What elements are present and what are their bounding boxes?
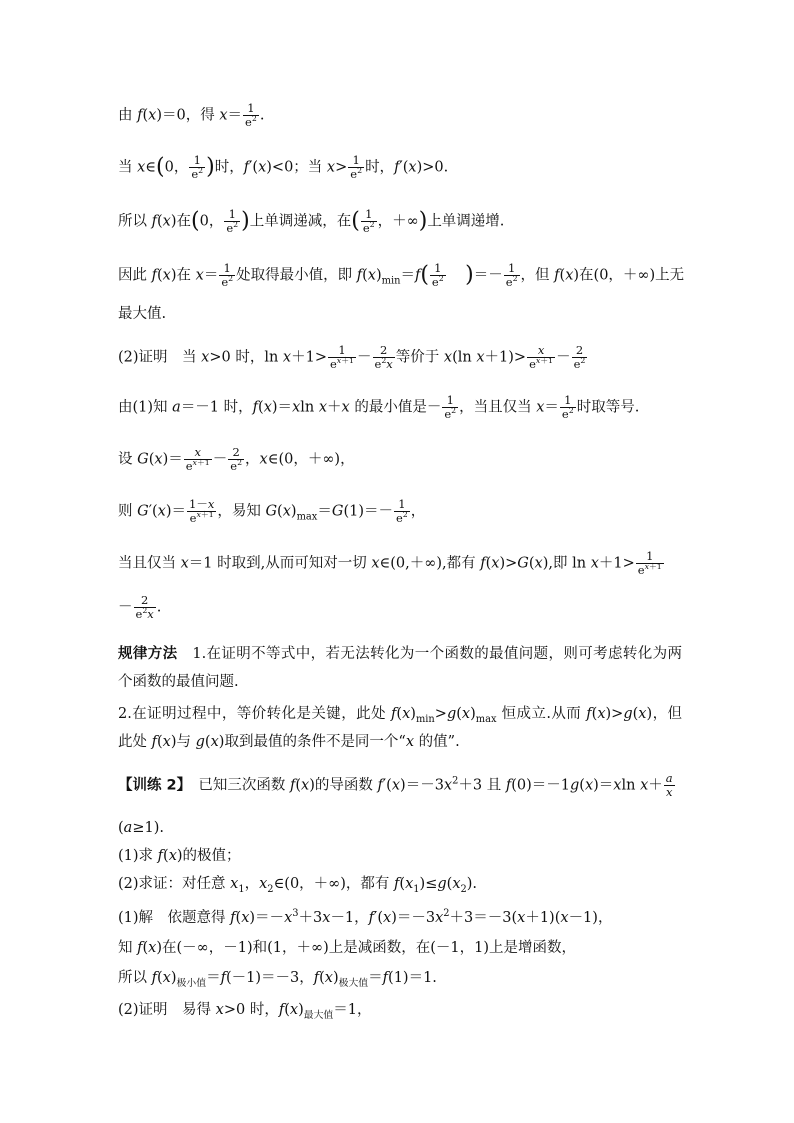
- method-paragraph-1: 规律方法 1.在证明不等式中，若无法转化为一个函数的最值问题，则可考虑转化为两个函数的最值问题.: [118, 646, 682, 690]
- text-line-19: 知 f(x)在(－∞，－1)和(1，＋∞)上是减函数，在(－1，1)上是增函数，: [118, 940, 576, 956]
- text-line-11: － $\frac{2}{e^2x}$ .: [118, 593, 162, 621]
- text-line-5: 最大值.: [118, 306, 167, 322]
- training-title: 【训练 2】 已知三次函数 f(x)的导函数 $f'(x)=-3x^2+3$ 且 f(0)＝－1g(x)＝xln x＋ $\frac{a}{x}$: [118, 771, 673, 799]
- method-label: 规律方法: [118, 646, 178, 662]
- text-line-18: (1)解 依题意得 $f(x)=-x^3+3x-1$，$f'(x)=-3x^2+3=-3(x+1)(x-1)$，: [118, 908, 613, 926]
- solve-label: 解: [138, 910, 154, 926]
- text-line-4: 因此 f(x)在 x＝ $\frac{1}{e^2}$ 处取得最小值，即 $f(x)_{min}=f$( $\frac{1}{e^2}$ )＝－ $\frac{1}{e^2}$ ，但 f(x)在(0，＋∞)上无: [118, 261, 685, 289]
- text-line-3: 所以 f(x)在(0， $\frac{1}{e^2}$ )上单调递减，在( $\frac{1}{e^2}$ ，＋∞)上单调递增.: [118, 207, 505, 235]
- text-line-9: 则 G′(x)＝ $\frac{1-x}{e^{x+1}}$ ，易知 $G(x)_{max}=G(1)=-$ $\frac{1}{e^2}$ ，: [118, 497, 426, 525]
- text-line-15: (a≥1).: [118, 820, 164, 836]
- text-line-20: 所以 $f(x)_{极小值}=f(-1)=-3$，$f(x)_{极大值}=f(1)=1$.: [118, 970, 437, 989]
- fraction: $\frac{1}{e^2}$: [245, 101, 257, 129]
- text-line-7: 由(1)知 a＝－1 时，f(x)＝xln x＋x 的最小值是－ $\frac{1}{e^2}$ ，当且仅当 x＝ $\frac{1}{e^2}$ 时取等号.: [118, 393, 640, 421]
- proof-label: 证明: [138, 1002, 168, 1018]
- text-line-8: 设 G(x)＝ $\frac{x}{e^{x+1}}$ － $\frac{2}{e^2}$ ，x∈(0，＋∞)，: [118, 445, 355, 473]
- method-paragraph-2: 2.在证明过程中，等价转化是关键，此处 $f(x)_{min}>g(x)_{max}$ 恒成立.从而 f(x)>g(x)，但此处 f(x)与 g(x)取到最值的条件不是同一个“x 的值”.: [118, 706, 682, 750]
- text-line-10: 当且仅当 x＝1 时取到,从而可知对一切 x∈(0,＋∞),都有 f(x)>G(x),即 ln x＋1> $\frac{1}{e^{x+1}}$: [118, 549, 662, 577]
- text-line-6: (2)证明 当 x>0 时，ln x＋1> $\frac{1}{e^{x+1}}$ － $\frac{2}{e^2x}$ 等价于 x(ln x＋1)> $\frac{x}{e^{x+1}}$ － $\frac{2}{e^2}$: [118, 343, 586, 371]
- text-line-2: 当 x∈(0， $\frac{1}{e^2}$ )时，f′(x)<0；当 x> $\frac{1}{e^2}$ 时，f′(x)>0.: [118, 153, 449, 181]
- proof-label: 证明: [138, 349, 168, 366]
- text-line-1: 由 f(x)＝0，得 x＝ $\frac{1}{e^2}$ .: [118, 101, 265, 129]
- text-line-17: (2)求证：对任意 $x_1$，$x_2\in(0$，＋∞)，都有 $f(x_1)\le g(x_2)$.: [118, 876, 478, 895]
- text-line-16: (1)求 f(x)的极值；: [118, 848, 241, 864]
- training-label: 【训练 2】: [118, 777, 184, 794]
- text-line-21: (2)证明 易得 x>0 时，$f(x)_{最大值}=1$，: [118, 1002, 372, 1021]
